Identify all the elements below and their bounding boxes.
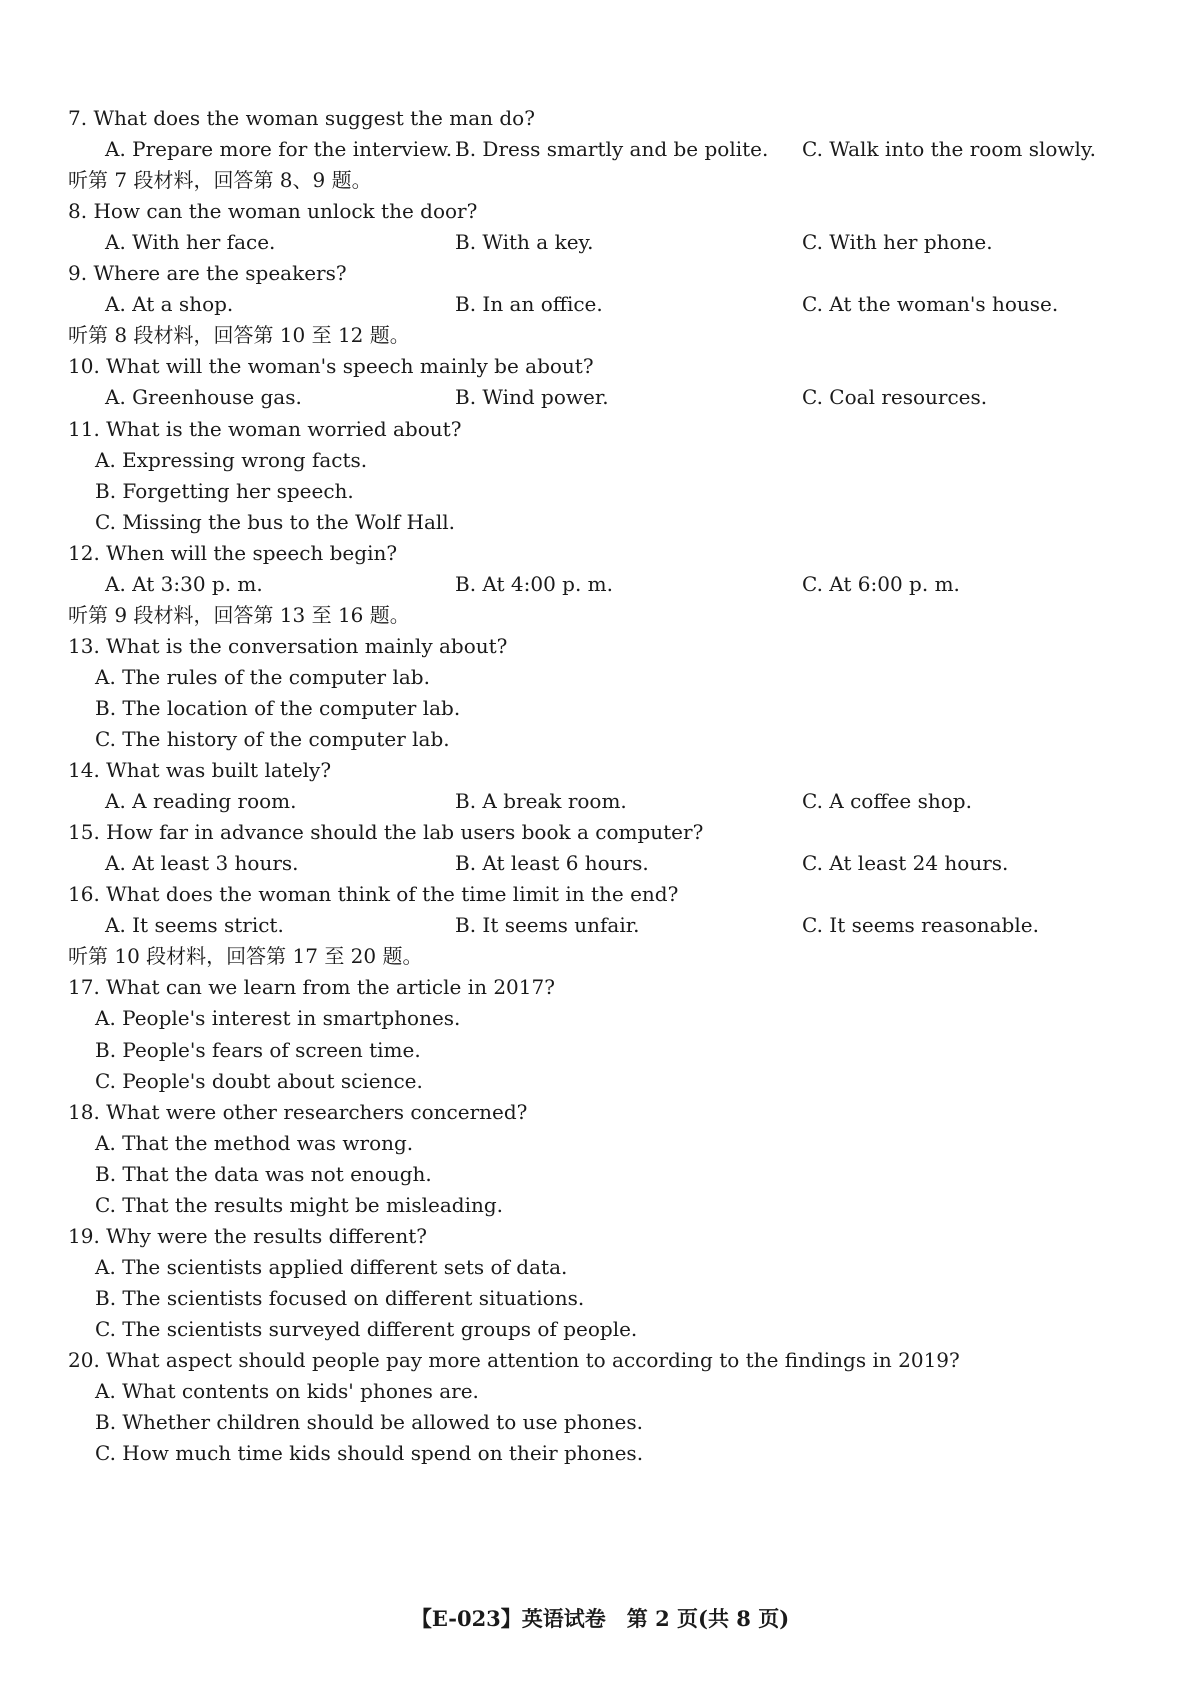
question-text: 11. What is the woman worried about?: [68, 416, 462, 441]
option-text: A. People's interest in smartphones.: [95, 1006, 461, 1031]
question-stem: [0, 256, 1200, 290]
page-footer: 【E-023】英语试卷 第 2 页(共 8 页): [410, 1606, 790, 1631]
question-text: 13. What is the conversation mainly about?: [68, 633, 508, 658]
question-text: 10. What will the woman's speech mainly be about?: [68, 354, 594, 379]
option-c: C. A coffee shop.: [802, 789, 972, 814]
options-row: [0, 846, 1200, 880]
question-stem: [0, 1343, 1200, 1377]
question-stem: [0, 101, 1200, 135]
option-a: A. At least 3 hours.: [105, 851, 299, 876]
option-c: C. Coal resources.: [802, 385, 988, 410]
options-row: [0, 225, 1200, 259]
option-c: C. It seems reasonable.: [802, 913, 1039, 938]
section-instruction: [0, 318, 1200, 352]
question-text: 9. Where are the speakers?: [68, 261, 347, 286]
options-row: [0, 784, 1200, 818]
option-row: [0, 1033, 1200, 1067]
question-stem: [0, 412, 1200, 446]
question-stem: [0, 536, 1200, 570]
section-instruction: [0, 939, 1200, 973]
option-text: A. The rules of the computer lab.: [95, 664, 430, 689]
option-text: B. The location of the computer lab.: [95, 695, 461, 720]
question-stem: [0, 753, 1200, 787]
option-row: [0, 1374, 1200, 1408]
question-text: 20. What aspect should people pay more attention to according to the findings in 2019?: [68, 1348, 960, 1372]
option-row: [0, 1250, 1200, 1284]
option-text: B. Forgetting her speech.: [95, 478, 354, 503]
option-text: A. What contents on kids' phones are.: [95, 1379, 479, 1404]
option-row: [0, 1405, 1200, 1439]
option-b: B. A break room.: [455, 789, 627, 814]
option-row: [0, 474, 1200, 508]
option-a: A. Prepare more for the interview.: [105, 137, 453, 162]
question-stem: [0, 877, 1200, 911]
option-a: A. At 3:30 p. m.: [105, 571, 263, 596]
option-a: A. A reading room.: [105, 789, 297, 814]
options-row: [0, 132, 1200, 166]
question-text: 8. How can the woman unlock the door?: [68, 199, 478, 224]
option-c: C. At 6:00 p. m.: [802, 571, 960, 596]
option-text: B. The scientists focused on different situations.: [95, 1285, 585, 1310]
option-row: [0, 1312, 1200, 1346]
section-text: 听第 8 段材料，回答第 10 至 12 题。: [68, 323, 410, 348]
option-text: B. That the data was not enough.: [95, 1161, 432, 1186]
question-text: 16. What does the woman think of the time limit in the end?: [68, 882, 679, 907]
option-row: [0, 443, 1200, 477]
option-a: A. With her face.: [105, 230, 276, 255]
options-row: [0, 287, 1200, 321]
question-text: 14. What was built lately?: [68, 758, 332, 783]
option-row: [0, 1157, 1200, 1191]
option-text: C. People's doubt about science.: [95, 1068, 423, 1093]
question-stem: [0, 815, 1200, 849]
question-stem: [0, 194, 1200, 228]
question-stem: [0, 349, 1200, 383]
option-b: B. Wind power.: [455, 385, 609, 410]
option-text: C. That the results might be misleading.: [95, 1192, 504, 1217]
option-b: B. With a key.: [455, 230, 594, 255]
option-a: A. It seems strict.: [105, 913, 284, 938]
option-row: [0, 1188, 1200, 1222]
question-stem: [0, 629, 1200, 663]
option-b: B. At 4:00 p. m.: [455, 571, 614, 596]
option-text: B. People's fears of screen time.: [95, 1037, 421, 1062]
option-text: B. Whether children should be allowed to use phones.: [95, 1410, 643, 1435]
option-row: [0, 660, 1200, 694]
option-row: [0, 1064, 1200, 1098]
option-b: B. Dress smartly and be polite.: [455, 137, 769, 162]
option-row: [0, 1126, 1200, 1160]
question-text: 19. Why were the results different?: [68, 1223, 427, 1248]
question-text: 12. When will the speech begin?: [68, 540, 398, 565]
question-text: 17. What can we learn from the article in 2017?: [68, 975, 555, 1000]
question-text: 15. How far in advance should the lab users book a computer?: [68, 820, 704, 845]
option-c: C. Walk into the room slowly.: [802, 137, 1096, 162]
option-row: [0, 1436, 1200, 1470]
question-stem: [0, 1095, 1200, 1129]
option-row: [0, 722, 1200, 756]
option-row: [0, 691, 1200, 725]
options-row: [0, 908, 1200, 942]
option-text: C. The scientists surveyed different groups of people.: [95, 1316, 638, 1341]
option-b: B. It seems unfair.: [455, 913, 640, 938]
options-row: [0, 380, 1200, 414]
option-text: C. The history of the computer lab.: [95, 727, 450, 751]
question-text: 7. What does the woman suggest the man do?: [68, 106, 535, 130]
option-c: C. At the woman's house.: [802, 292, 1059, 317]
option-b: B. At least 6 hours.: [455, 851, 649, 876]
question-stem: [0, 970, 1200, 1004]
option-row: [0, 1001, 1200, 1035]
section-text: 听第 7 段材料，回答第 8、9 题。: [68, 168, 372, 193]
option-text: A. That the method was wrong.: [95, 1130, 414, 1155]
question-stem: [0, 1219, 1200, 1253]
option-row: [0, 1281, 1200, 1315]
section-text: 听第 9 段材料，回答第 13 至 16 题。: [68, 602, 410, 627]
option-text: A. Expressing wrong facts.: [95, 447, 368, 472]
section-text: 听第 10 段材料，回答第 17 至 20 题。: [68, 944, 423, 969]
option-text: C. Missing the bus to the Wolf Hall.: [95, 509, 456, 534]
option-b: B. In an office.: [455, 292, 603, 317]
question-text: 18. What were other researchers concerned?: [68, 1099, 528, 1124]
option-c: C. With her phone.: [802, 230, 993, 255]
option-a: A. At a shop.: [105, 292, 234, 317]
option-row: [0, 505, 1200, 539]
options-row: [0, 567, 1200, 601]
option-text: A. The scientists applied different sets of data.: [95, 1254, 568, 1279]
section-instruction: [0, 163, 1200, 197]
section-instruction: [0, 598, 1200, 632]
option-text: C. How much time kids should spend on their phones.: [95, 1441, 644, 1466]
option-a: A. Greenhouse gas.: [105, 385, 302, 410]
option-c: C. At least 24 hours.: [802, 851, 1009, 876]
